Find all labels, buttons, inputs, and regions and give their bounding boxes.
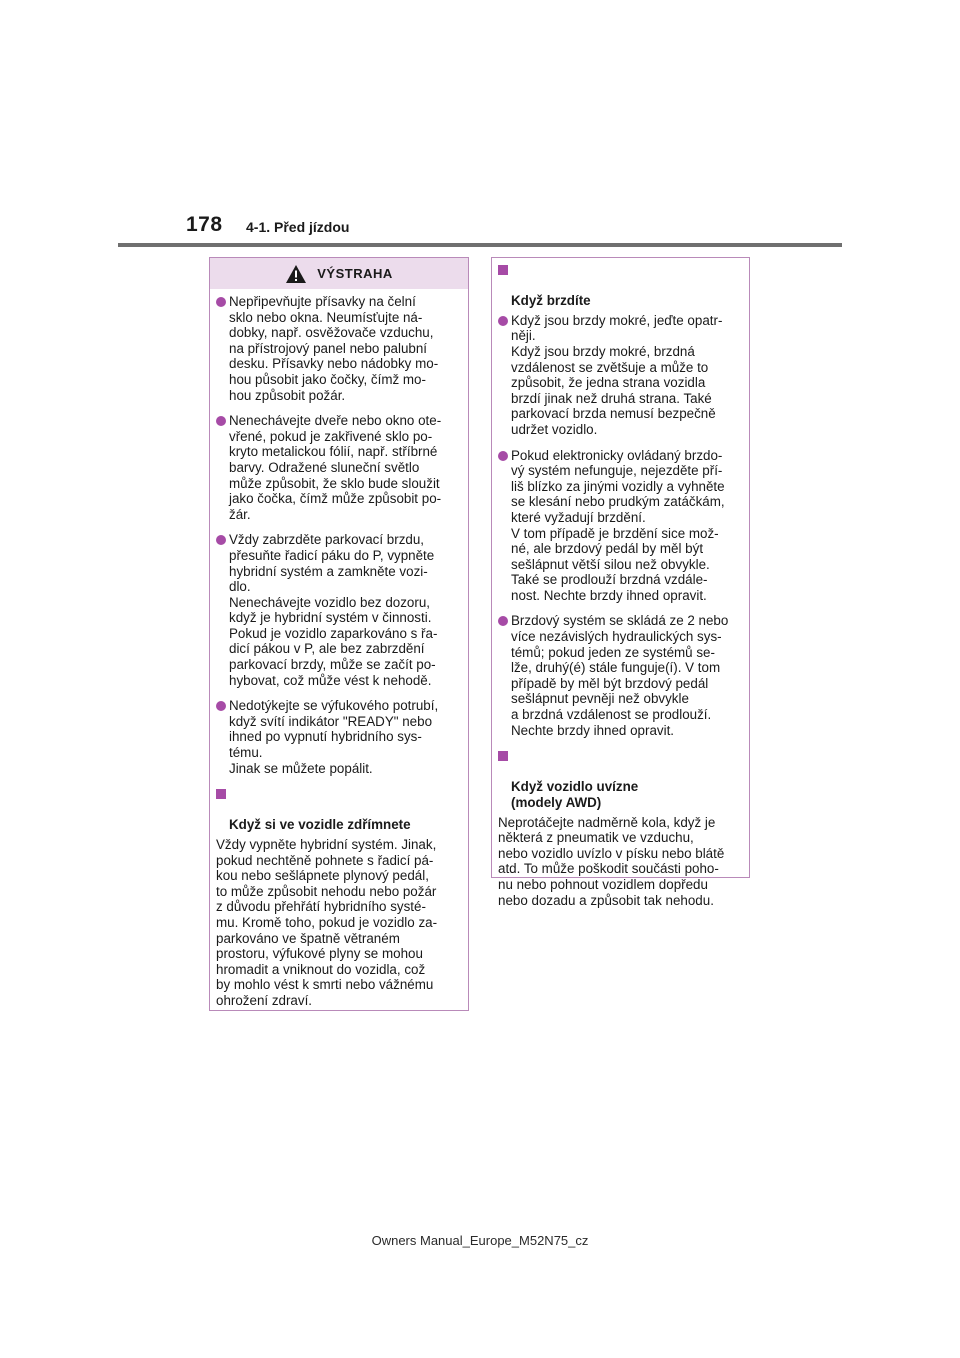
square-bullet-icon	[216, 789, 226, 799]
subsection-heading	[216, 786, 462, 833]
braking-heading-text: Když brzdíte	[511, 293, 591, 309]
warning-box	[209, 257, 469, 1011]
continuation-box	[491, 257, 750, 908]
warning-triangle-icon	[285, 264, 307, 284]
round-bullet-icon	[498, 616, 508, 626]
braking-bullet	[498, 448, 743, 604]
braking-heading	[498, 262, 743, 309]
round-bullet-icon	[216, 701, 226, 711]
braking-bullet	[498, 313, 743, 438]
warning-bullet	[216, 698, 462, 776]
warning-bullet-text: Nepřipevňujte přísavky na čelní sklo nebo okna. Neumísťujte ná- dobky, např. osvěžovače vzduchu, na přístrojový panel nebo palubní desku. Přísavky nebo nádobky mo- hou působit jako čočky, čímž mo- hou způsobit požár.	[229, 294, 439, 403]
warning-bullet-text: Vždy zabrzděte parkovací brzdu, přesuňte řadicí páku do P, vypněte hybridní systém a zamkněte vozi- dlo. Nenechávejte vozidlo bez dozoru, když je hybridní systém v činnosti. Pokud je vozidlo zaparkováno s řa- dicí pákou v P, ale bez zabrzdění parkovací brzdy, může se začít po- hybovat, což může vést k nehodě.	[229, 532, 438, 688]
round-bullet-icon	[216, 297, 226, 307]
braking-bullet	[498, 613, 743, 738]
braking-bullet-text: Brzdový systém se skládá ze 2 nebo více nezávislých hydraulických sys- témů; pokud jeden ze systémů se- lže, druhý(é) stále funguje(í). V tom případě by měl být brzdový pedál sešlápnut pevněji než obvykle a brzdná vzdálenost se prodlouží. Nechte brzdy ihned opravit.	[511, 613, 729, 738]
warning-content	[210, 289, 468, 1009]
warning-header	[210, 258, 468, 289]
stuck-heading-text: Když vozidlo uvízne (modely AWD)	[511, 779, 639, 810]
round-bullet-icon	[498, 316, 508, 326]
braking-bullet-text: Pokud elektronicky ovládaný brzdo- vý systém nefunguje, nejezděte pří- liš blízko za jinými vozidly a vyhněte se klesání nebo prudkým zatáčkám, které vyžadují brzdění. V tom případě je brzdění sice mož- né, ale brzdový pedál by měl být sešlápnut větší silou než obvykle. Také se prodlouží brzdná vzdále- nost. Nechte brzdy ihned opravit.	[511, 447, 725, 603]
warning-bullet	[216, 413, 462, 522]
square-bullet-icon	[498, 751, 508, 761]
stuck-heading	[498, 748, 743, 810]
section-title: 4-1. Před jízdou	[246, 219, 350, 235]
header-rule	[118, 243, 842, 247]
warning-bullet	[216, 294, 462, 403]
page-number: 178	[186, 213, 223, 236]
square-bullet-icon	[498, 265, 508, 275]
warning-bullet-text: Nenechávejte dveře nebo okno ote- vřené, pokud je zakřivené sklo po- kryto metalickou fólií, např. stříbrné barvy. Odražené sluneční světlo může způsobit, že sklo bude sloužit jako čočka, čímž může způsobit po- žár.	[229, 413, 442, 522]
round-bullet-icon	[216, 535, 226, 545]
round-bullet-icon	[498, 451, 508, 461]
footer-text: Owners Manual_Europe_M52N75_cz	[371, 1233, 589, 1248]
warning-title: VÝSTRAHA	[317, 266, 393, 281]
subsection-heading-text: Když si ve vozidle zdřímnete	[229, 817, 411, 833]
warning-bullet	[216, 532, 462, 688]
continuation-content	[492, 258, 749, 908]
braking-bullet-text: Když jsou brzdy mokré, jeďte opatr- něji. Když jsou brzdy mokré, brzdná vzdálenost se zvětšuje a může to způsobit, že jedna strana vozidla brzdí jinak než druhá strana. Také parkovací brzda nemusí bezpečně udržet vozidlo.	[511, 312, 723, 437]
round-bullet-icon	[216, 416, 226, 426]
warning-bullet-text: Nedotýkejte se výfukového potrubí, když svítí indikátor "READY" nebo ihned po vypnutí hybridního sys- tému. Jinak se můžete popálit.	[229, 698, 439, 776]
subsection-text: Vždy vypněte hybridní systém. Jinak, pokud nechtěně pohnete s řadicí pá- kou nebo sešlápnete plynový pedál, to může způsobit nehodu nebo požár z důvodu přehřátí hybridního systé- mu. Kromě toho, pokud je vozidlo za- parkováno ve špatně větraném prostoru, výfukové plyny se mohou hromadit a vniknout do vozidla, což by mohlo vést k smrti nebo vážnému ohrožení zdraví.	[216, 837, 438, 1008]
stuck-text: Neprotáčejte nadměrně kola, když je některá z pneumatik ve vzduchu, nebo vozidlo uvízlo v písku nebo blátě atd. To může poškodit součásti poho- nu nebo pohnout vozidlem dopředu nebo dozadu a způsobit tak nehodu.	[498, 814, 725, 908]
